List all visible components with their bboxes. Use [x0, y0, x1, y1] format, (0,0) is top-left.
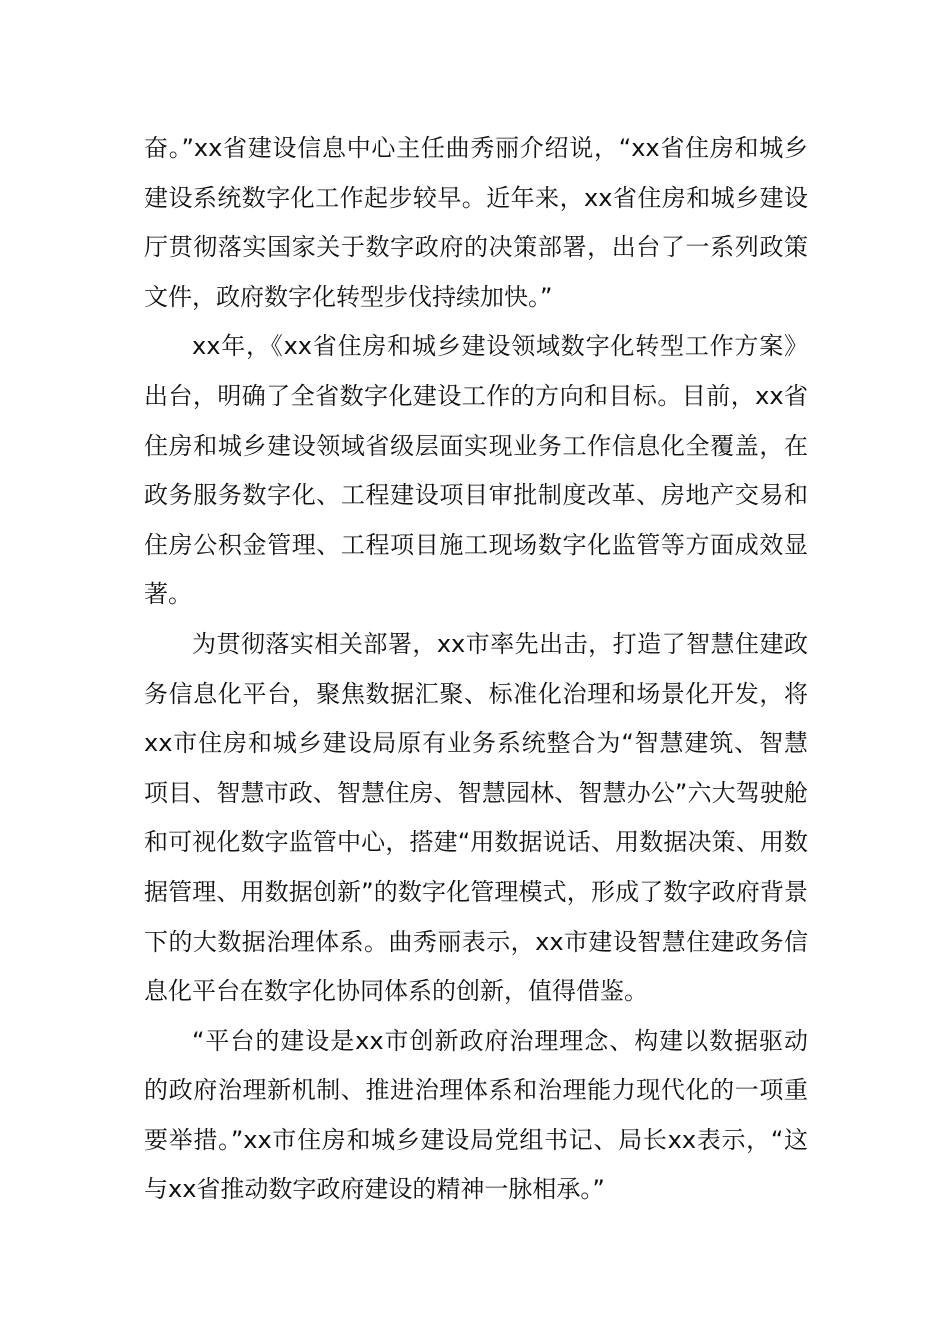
document-body — [144, 124, 808, 1215]
paragraph-quote: “平台的建设是xx市创新政府治理理念、构建以数据驱动的政府治理新机制、推进治理体系和治理能力现代化的一项重要举措。”xx市住房和城乡建设局党组书记、局长xx表示，“这与xx省推动数字政府建设的精神一脉相承。” — [144, 1026, 808, 1204]
paragraph-work-plan: xx年，《xx省住房和城乡建设领域数字化转型工作方案》出台，明确了全省数字化建设工作的方向和目标。目前，xx省住房和城乡建设领域省级层面实现业务工作信息化全覆盖，在政务服务数字化、工程建设项目审批制度改革、房地产交易和住房公积金管理、工程项目施工现场数字化监管等方面成效显著。 — [144, 332, 808, 609]
paragraph-continuation: 奋。”xx省建设信息中心主任曲秀丽介绍说，“xx省住房和城乡建设系统数字化工作起步较早。近年来，xx省住房和城乡建设厅贯彻落实国家关于数字政府的决策部署，出台了一系列政策文件，政府数字化转型步伐持续加快。” — [144, 134, 808, 311]
paragraph-smart-platform: 为贯彻落实相关部署，xx市率先出击，打造了智慧住建政务信息化平台，聚焦数据汇聚、标准化治理和场景化开发，将xx市住房和城乡建设局原有业务系统整合为“智慧建筑、智慧项目、智慧市政、智慧住房、智慧园林、智慧办公”六大驾驶舱和可视化数字监管中心，搭建“用数据说话、用数据决策、用数据管理、用数据创新”的数字化管理模式，形成了数字政府背景下的大数据治理体系。曲秀丽表示，xx市建设智慧住建政务信息化平台在数字化协同体系的创新，值得借鉴。 — [144, 629, 808, 1006]
